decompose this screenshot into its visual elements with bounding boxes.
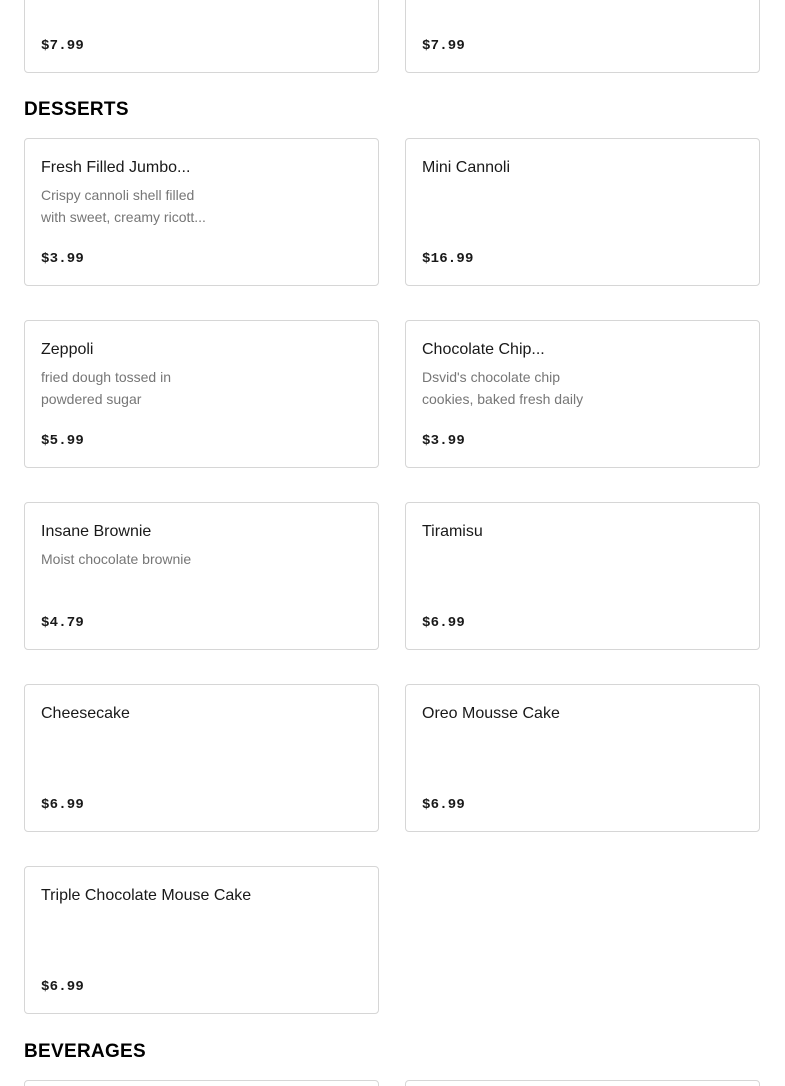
item-name: Oreo Mousse Cake bbox=[422, 705, 560, 722]
menu-item-card[interactable] bbox=[405, 0, 760, 73]
menu-item-card[interactable] bbox=[24, 0, 379, 73]
menu-item-card[interactable] bbox=[405, 684, 760, 832]
item-price: $3.99 bbox=[422, 433, 466, 449]
item-name: Insane Brownie bbox=[41, 523, 152, 540]
item-name: Chocolate Chip... bbox=[422, 341, 545, 358]
item-description: Dsvid's chocolate chip cookies, baked fresh daily bbox=[422, 369, 584, 407]
menu-item-card[interactable] bbox=[405, 502, 760, 650]
item-price: $7.99 bbox=[41, 38, 85, 54]
item-price: $3.99 bbox=[41, 251, 85, 267]
item-price: $5.99 bbox=[41, 433, 85, 449]
item-price: $16.99 bbox=[422, 251, 474, 267]
item-price: $7.99 bbox=[422, 38, 466, 54]
menu-item-card[interactable] bbox=[24, 320, 379, 468]
item-name: Cheesecake bbox=[41, 705, 130, 722]
item-price: $6.99 bbox=[41, 797, 85, 813]
menu-item-card[interactable] bbox=[24, 138, 379, 286]
item-description: Moist chocolate brownie bbox=[41, 551, 192, 567]
item-description: Crispy cannoli shell filled with sweet, creamy ricott... bbox=[41, 187, 206, 225]
item-name: Mini Cannoli bbox=[422, 159, 511, 176]
item-price: $6.99 bbox=[422, 615, 466, 631]
menu-item-card[interactable] bbox=[405, 320, 760, 468]
item-price: $4.79 bbox=[41, 615, 85, 631]
item-description: fried dough tossed in powdered sugar bbox=[41, 369, 171, 407]
section-heading-beverages: BEVERAGES bbox=[24, 1041, 147, 1062]
menu-item-card[interactable] bbox=[24, 684, 379, 832]
item-name: Zeppoli bbox=[41, 341, 94, 358]
menu-item-card[interactable] bbox=[24, 1080, 379, 1086]
menu-item-card[interactable] bbox=[405, 1080, 760, 1086]
menu-item-card[interactable] bbox=[24, 866, 379, 1014]
section-heading-desserts: DESSERTS bbox=[24, 99, 129, 120]
item-name: Tiramisu bbox=[422, 523, 483, 540]
item-price: $6.99 bbox=[422, 797, 466, 813]
menu-item-card[interactable] bbox=[405, 138, 760, 286]
item-name: Fresh Filled Jumbo... bbox=[41, 159, 191, 176]
menu-item-card[interactable] bbox=[24, 502, 379, 650]
item-price: $6.99 bbox=[41, 979, 85, 995]
item-name: Triple Chocolate Mouse Cake bbox=[41, 887, 252, 904]
